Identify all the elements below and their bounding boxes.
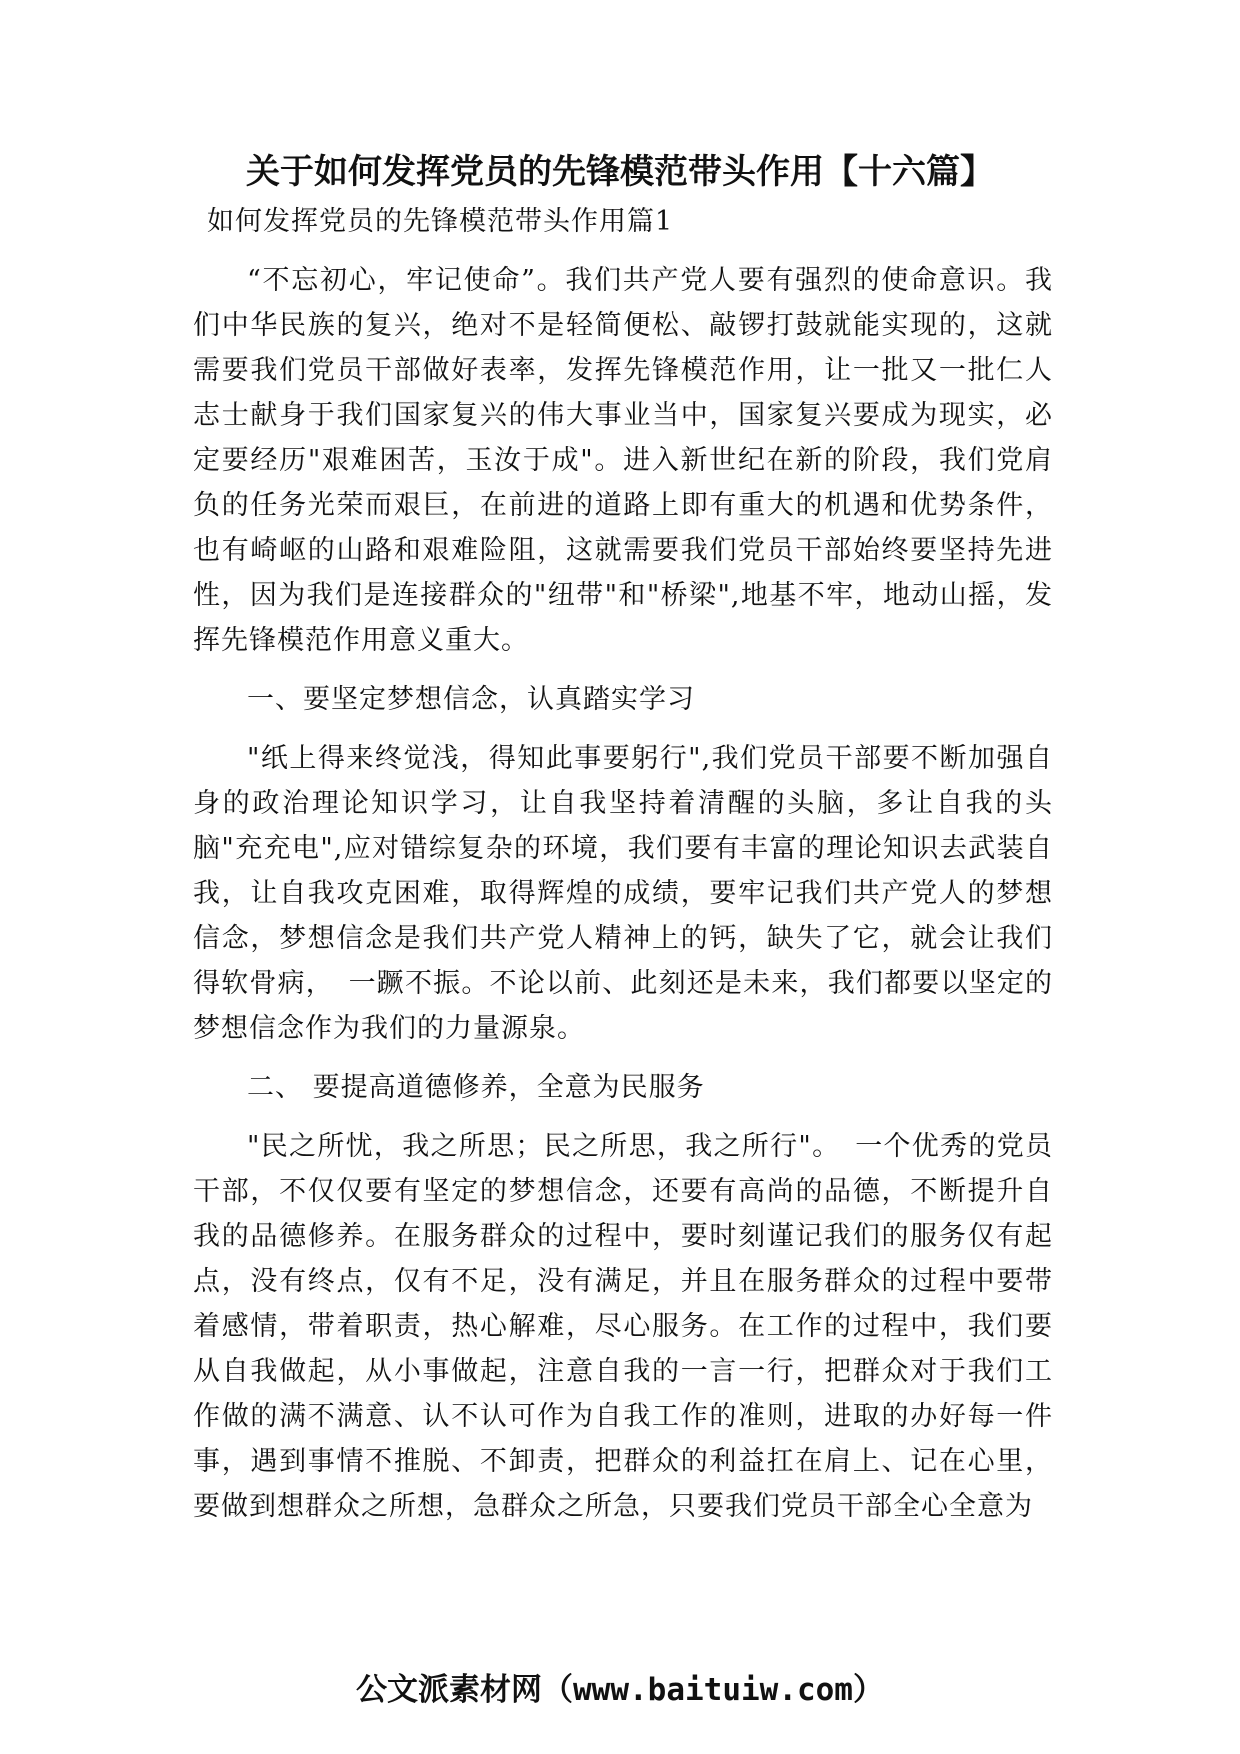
body-paragraph: "纸上得来终觉浅，得知此事要躬行",我们党员干部要不断加强自身的政治理论知识学习，让自我坚持着清醒的头脑，多让自我的头脑"充充电",应对错综复杂的环境，我们要有丰富的理论知识去武装自我，让自我攻克困难，取得辉煌的成绩，要牢记我们共产党人的梦想信念，梦想信念是我们共产党人精神上的钙，缺失了它，就会让我们得软骨病， 一蹶不振。不论以前、此刻还是未来，我们都要以坚定的梦想信念作为我们的力量源泉。	[193, 743, 1053, 1044]
footer-watermark: 公文派素材网（www.baituiw.com）	[356, 1672, 884, 1708]
document-title: 关于如何发挥党员的先锋模范带头作用【十六篇】	[246, 152, 994, 192]
section-heading: 一、要坚定梦想信念，认真踏实学习	[247, 684, 695, 715]
body-paragraph: “不忘初心，牢记使命”。我们共产党人要有强烈的使命意识。我们中华民族的复兴，绝对不是轻简便松、敲锣打鼓就能实现的，这就需要我们党员干部做好表率，发挥先锋模范作用，让一批又一批仁人志士献身于我们国家复兴的伟大事业当中，国家复兴要成为现实，必定要经历"艰难困苦，玉汝于成"。进入新世纪在新的阶段，我们党肩负的任务光荣而艰巨，在前进的道路上即有重大的机遇和优势条件，也有崎岖的山路和艰难险阻，这就需要我们党员干部始终要坚持先进性，因为我们是连接群众的"纽带"和"桥梁",地基不牢，地动山摇，发挥先锋模范作用意义重大。	[193, 265, 1053, 656]
body-paragraph: "民之所忧，我之所思；民之所思，我之所行"。 一个优秀的党员干部，不仅仅要有坚定的梦想信念，还要有高尚的品德，不断提升自我的品德修养。在服务群众的过程中，要时刻谨记我们的服务仅有起点，没有终点，仅有不足，没有满足，并且在服务群众的过程中要带着感情，带着职责，热心解难，尽心服务。在工作的过程中，我们要从自我做起，从小事做起，注意自我的一言一行，把群众对于我们工作做的满不满意、认不认可作为自我工作的准则，进取的办好每一件事，遇到事情不推脱、不卸责，把群众的利益扛在肩上、记在心里，要做到想群众之所想，急群众之所急，只要我们党员干部全心全意为	[193, 1131, 1053, 1522]
section-subtitle: 如何发挥党员的先锋模范带头作用篇1	[207, 206, 674, 237]
section-heading: 二、 要提高道德修养，全意为民服务	[247, 1072, 705, 1103]
document-body	[193, 258, 1053, 1543]
